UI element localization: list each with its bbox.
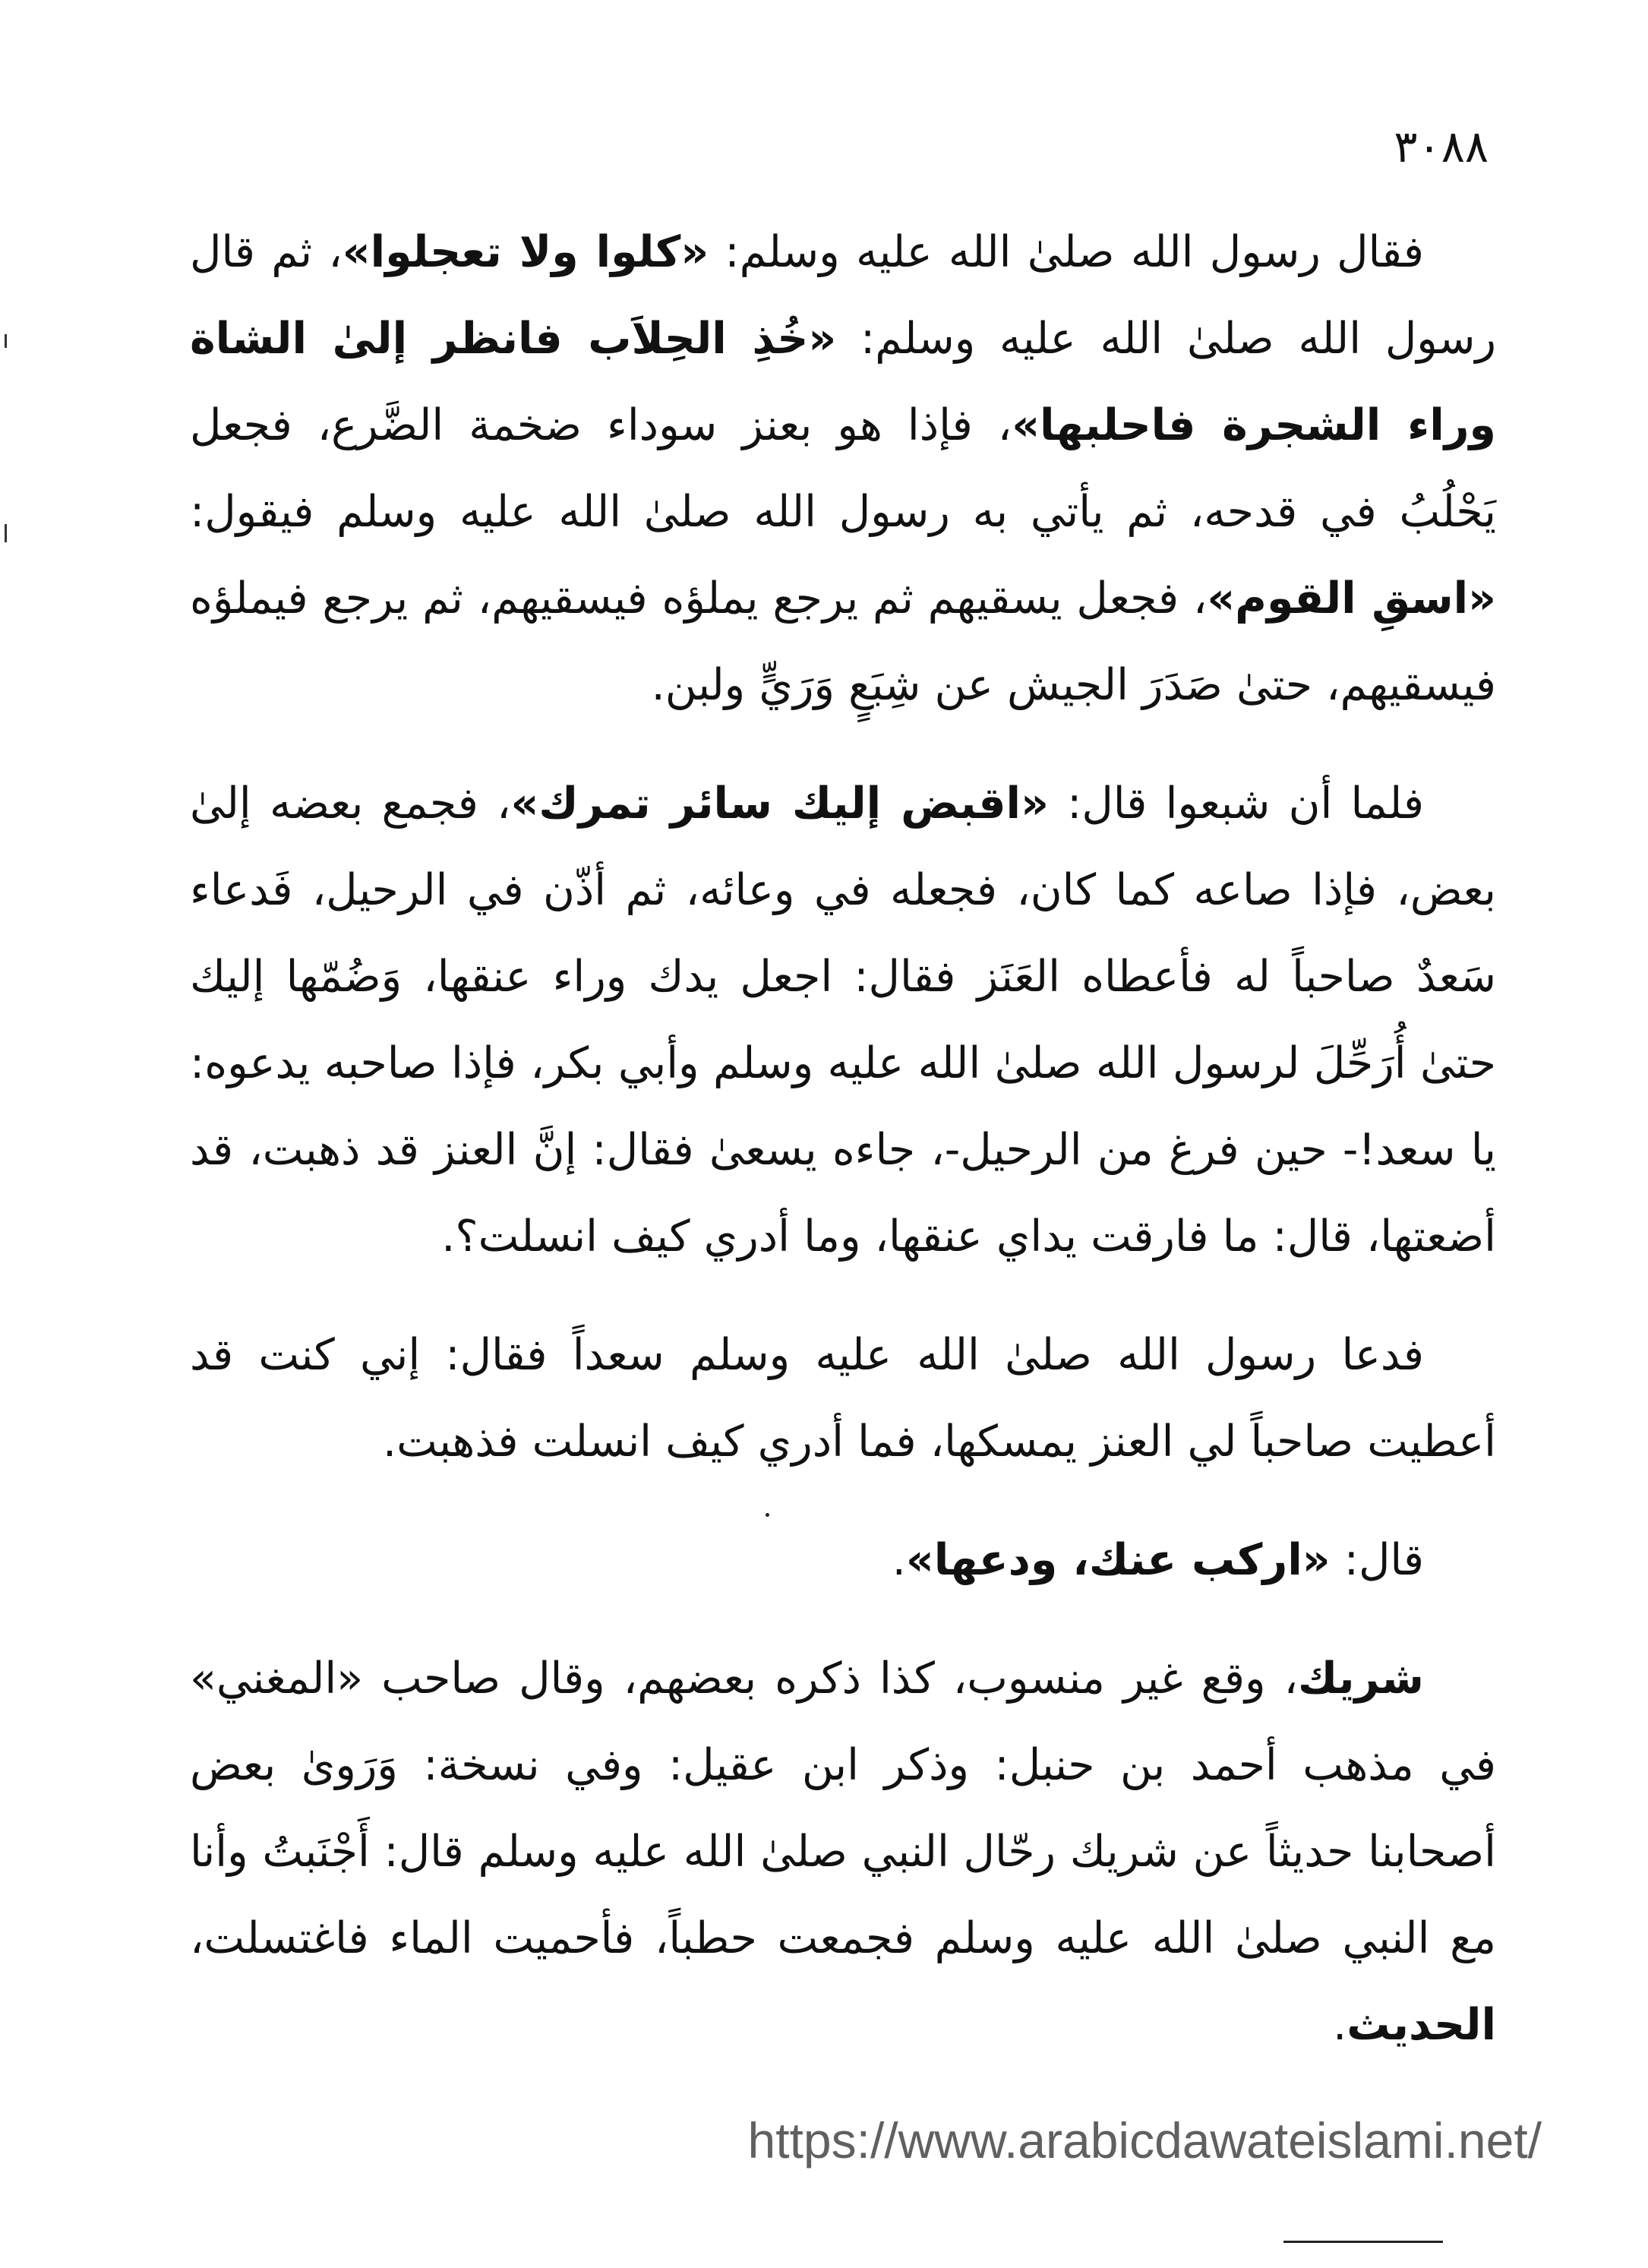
paragraph-1 — [190, 209, 1496, 728]
paragraph-gap — [190, 1485, 1496, 1517]
quoted-text: الحديث — [1346, 2000, 1496, 2050]
quoted-text: «اقبض إليك سائر تمرك» — [510, 779, 1049, 829]
quoted-text: شريك — [1298, 1654, 1424, 1704]
body-text: فلما أن شبعوا قال: — [1048, 779, 1424, 829]
body-text: . — [892, 1535, 906, 1585]
paragraph-gap — [190, 1603, 1496, 1635]
paragraph-gap — [190, 728, 1496, 760]
scan-margin-mark — [5, 334, 7, 348]
watermark-url: https://www.arabicdawateislami.net/ — [747, 2112, 1542, 2168]
page-number: ٣٠٨٨ — [1394, 121, 1489, 172]
body-text: ، فجعل يسقيهم ثم يرجع يملؤه فيسقيهم، ثم يرجع فيملؤه فيسقيهم، حتىٰ صَدَرَ الجيش عن شِبَعٍ وَرَيٍّ ولبن. — [190, 573, 1496, 710]
paragraph-gap — [190, 1280, 1496, 1312]
quoted-text: «خُذِ الحِلاَب فانظر إلىٰ الشاة وراء الشجرة فاحلبها» — [190, 314, 1496, 450]
scan-margin-mark — [5, 524, 7, 542]
body-text: فقال رسول الله صلىٰ الله عليه وسلم: — [709, 227, 1424, 277]
quoted-text: «اسقِ القوم» — [1207, 573, 1496, 624]
body-text: قال: — [1330, 1535, 1424, 1585]
body-text: ، فجمع بعضه إلىٰ بعض، فإذا صاعه كما كان، فجعله في وعائه، ثم أذّن في الرحيل، فَدعاء سَعدٌ صاحباً له فأعطاه العَنَز فقال: اجعل يدك وراء عنقها، وَضُمّها إليك حتىٰ أُرَحِّلَ لرسول الله صلىٰ الله عليه وسلم وأبي بكر، فإذا صاحبه يدعوه: يا سعد!- حين فرغ من الرحيل-، جاءه يسعىٰ فقال: إنَّ العنز قد ذهبت، قد أضعتها، قال: ما فارقت يداي عنقها، وما أدري كيف انسلت؟. — [190, 779, 1496, 1262]
quoted-text: «كلوا ولا تعجلوا» — [342, 227, 709, 277]
quoted-text: «اركب عنك، ودعها» — [905, 1535, 1331, 1585]
body-text: فدعا رسول الله صلىٰ الله عليه وسلم سعداً فقال: إني كنت قد أعطيت صاحباً لي العنز يمسكها، فما أدري كيف انسلت فذهبت. — [190, 1330, 1496, 1467]
body-text: ، وقع غير منسوب، كذا ذكره بعضهم، وقال صاحب «المغني» في مذهب أحمد بن حنبل: وذكر ابن عقيل: وفي نسخة: وَرَوىٰ بعض أصحابنا حديثاً عن شريك رحّال النبي صلىٰ الله عليه وسلم قال: أَجْنَبتُ وأنا مع النبي صلىٰ الله عليه وسلم فجمعت حطباً، فأحميت الماء فاغتسلت، — [190, 1654, 1496, 1963]
body-text: ، ثم قال رسول الله صلىٰ الله عليه وسلم: — [190, 227, 1497, 364]
paragraph-3 — [190, 1312, 1496, 1485]
footer-rule — [1283, 2241, 1443, 2243]
paragraph-5 — [190, 1635, 1496, 2068]
main-text — [190, 209, 1496, 2068]
scan-dot — [766, 1513, 769, 1517]
body-text: ، فإذا هو بعنز سوداء ضخمة الضَّرع، فجعل يَحْلُبُ في قدحه، ثم يأتي به رسول الله صلىٰ الله عليه وسلم فيقول: — [190, 400, 1496, 537]
body-text: . — [1333, 2000, 1347, 2050]
paragraph-2 — [190, 760, 1496, 1280]
paragraph-4 — [190, 1517, 1496, 1603]
